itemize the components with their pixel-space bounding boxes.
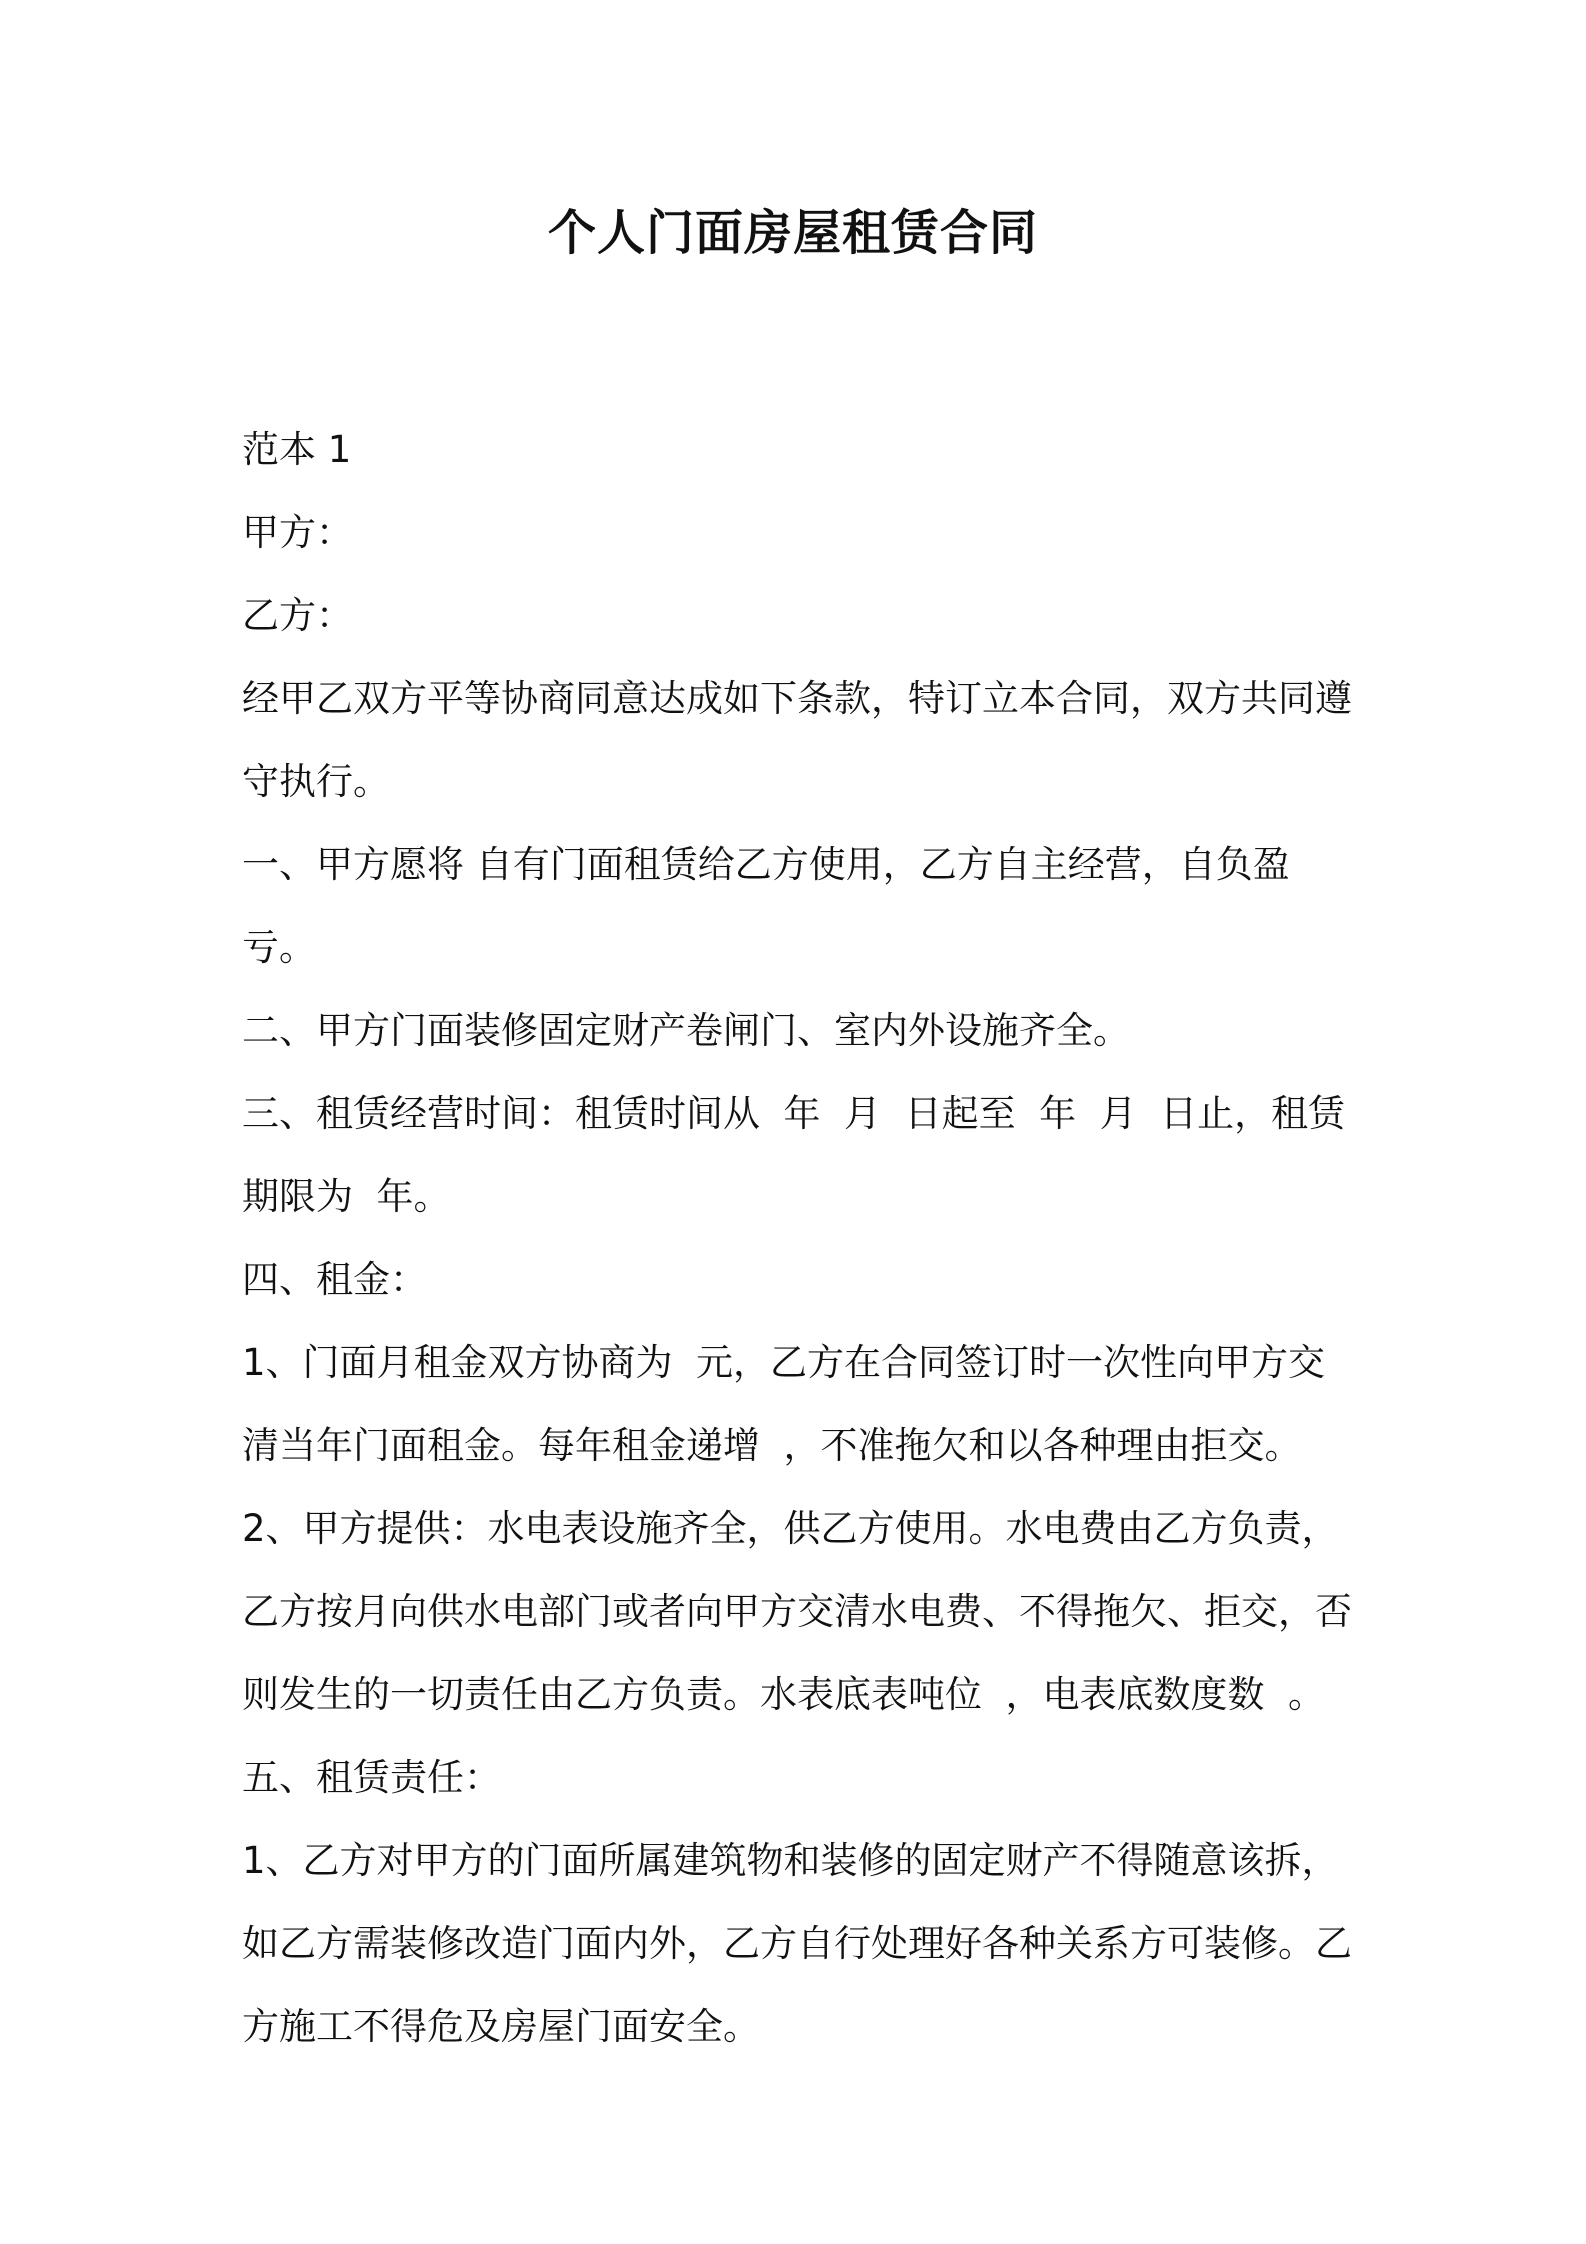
paragraph-clause-2: 二、甲方门面装修固定财产卷闸门、室内外设施齐全。 [242,1009,1130,1052]
paragraph-sample-label: 范本 1 [242,428,352,471]
paragraph-party-a: 甲方： [242,511,353,554]
paragraph-clause-3: 三、租赁经营时间：租赁时间从 年 月 日起至 年 月 日止，租赁期限为 年。 [242,1092,1346,1218]
paragraph-clause-5-item-1: 1、乙方对甲方的门面所属建筑物和装修的固定财产不得随意该拆，如乙方需装修改造门面内外，乙方自行处理好各种关系方可装修。乙方施工不得危及房屋门面安全。 [242,1839,1352,2048]
paragraph-clause-4-item-1: 1、门面月租金双方协商为 元，乙方在合同签订时一次性向甲方交清当年门面租金。每年租金递增 ，不准拖欠和以各种理由拒交。 [242,1341,1326,1467]
paragraph-party-b: 乙方： [242,594,353,637]
paragraph-preamble: 经甲乙双方平等协商同意达成如下条款，特订立本合同，双方共同遵守执行。 [242,677,1352,803]
document-title: 个人门面房屋租赁合同 [547,205,1038,261]
paragraph-clause-4-heading: 四、租金： [242,1258,427,1301]
paragraph-clause-5-heading: 五、租赁责任： [242,1756,501,1799]
paragraph-clause-1: 一、甲方愿将 自有门面租赁给乙方使用，乙方自主经营，自负盈亏。 [242,843,1290,969]
document-body [242,408,1362,2068]
paragraph-clause-4-item-2: 2、甲方提供：水电表设施齐全，供乙方使用。水电费由乙方负责，乙方按月向供水电部门或者向甲方交清水电费、不得拖欠、拒交，否则发生的一切责任由乙方负责。水表底表吨位 ，电表底数度数 。 [242,1507,1352,1716]
